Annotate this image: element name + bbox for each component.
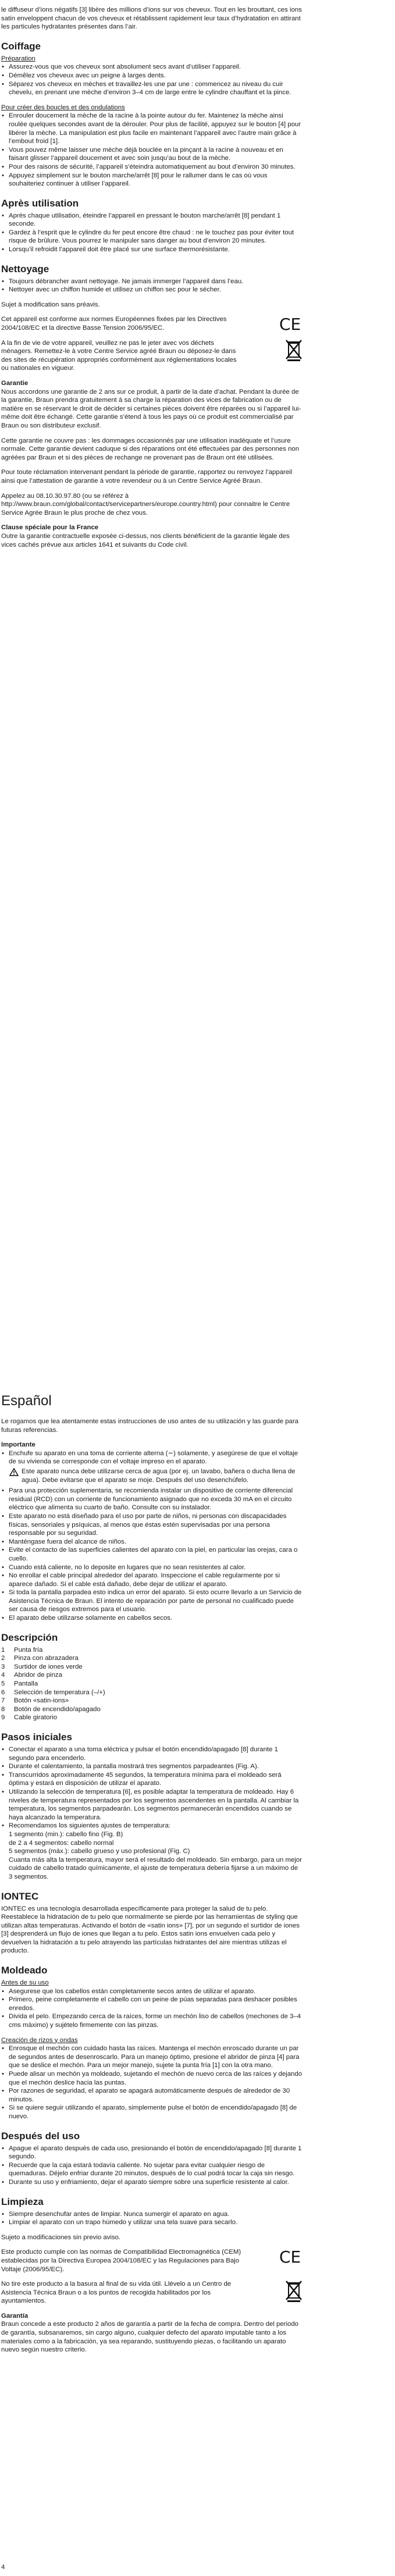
list-item: 7 Botón «satin-ions»: [1, 1697, 69, 1705]
list-item: 2 Pinza con abrazadera: [1, 1655, 79, 1662]
ce-block: [1, 2248, 303, 2274]
nettoyage-list: [1, 277, 303, 294]
list-item: • Primero, peine completamente el cabello con un peine de púas separadas para deshacer posibles enredos.: [1, 1996, 303, 2012]
weee-block: [1, 339, 303, 373]
list-item: • Conectar el aparato a una toma eléctrica y pulsar el botón encendido/apagado [8] durante 1 segundo para encenderlo.: [1, 1745, 303, 1762]
list-item: • Cuando está caliente, no lo deposite en lugares que no sean resistentes al calor.: [1, 1563, 303, 1572]
pasos-list: [1, 1745, 303, 1830]
heading-garantie: Garantie: [1, 380, 29, 387]
heading-pasos-iniciales: Pasos iniciales: [1, 1731, 72, 1743]
temp-note: Cuanta más alta la temperatura, mayor será el resultado del moldeado. Sin embargo, para un mejor cuidado de cabello tratado químicamente, el ajuste de temperatura debería fijarse a un máximo de 3 segmentos.: [9, 1856, 302, 1880]
list-item: • Gardez à l’esprit que le cylindre du fer peut encore être chaud : ne le touchez pas pour éviter tout risque de brûlure. Vous pourrez le manipuler sans danger au bout d’environ 20 minutes.: [1, 229, 303, 245]
clause-text: Outre la garantie contractuelle exposée ci-dessus, nos clients bénéficient de la garantie légale des vices cachés prévue aux articles 1641 et suivants du Code civil.: [1, 532, 290, 548]
list-item: • Puede alisar un mechón ya moldeado, sujetando el mechón de nuevo cerca de las raíces y dejando que el mechón deslice hacia las puntas.: [1, 2070, 303, 2087]
list-item: • Démêlez vos cheveux avec un peigne à larges dents.: [1, 72, 303, 80]
list-item: • Utilizando la selección de temperatura [6], es posible adaptar la temperatura de moldeado. Hay 6 niveles de temperatura representados por los segmentos ascendentes en la pantalla. Al cambiar la temperatura, los segmentos parpadearán. Los segmentos permanecerán encendidos cuando se haya alcanzado la temperatura.: [1, 1788, 303, 1822]
spanish-section: [0, 1393, 303, 2361]
list-item: • Transcurridos aproximadamente 45 segundos, la temperatura mínima para el moldeado será óptima y estará en disposición de utilizar el aparato.: [1, 1771, 303, 1788]
importante-list-2: [1, 1487, 303, 1623]
list-item: • Recuerde que la caja estará todavía caliente. No sujetar para evitar cualquier riesgo de quemaduras. Déjelo enfriar durante 20 minutos, después de lo cual podrá tocar la caja sin riesgo.: [1, 2161, 303, 2178]
garantie-paragraph: Pour toute réclamation intervenant pendant la période de garantie, rapportez ou renvoyez l’appareil ainsi que l’attestation de garantie à votre revendeur ou à un Centre Service Agréé Braun.: [1, 469, 293, 484]
list-item: • Après chaque utilisation, éteindre l’appareil en pressant le bouton marche/arrêt [8] pendant 1 seconde.: [1, 212, 303, 229]
list-item: • El aparato debe utilizarse solamente en cabellos secos.: [1, 1614, 303, 1623]
list-item: 9 Cable giratorio: [1, 1714, 58, 1722]
heading-importante: Importante: [1, 1441, 35, 1449]
heading-iontec: IONTEC: [1, 1890, 39, 1902]
french-section: [0, 6, 303, 555]
warning-note: [1, 1467, 303, 1484]
heading-garantia: Garantía: [1, 2312, 29, 2320]
list-item: • Si se quiere seguir utilizando el aparato, simplemente pulse el botón de encendido/apagado [8] de nuevo.: [1, 2104, 303, 2121]
list-item: • Toujours débrancher avant nettoyage. Ne jamais immerger l’appareil dans l’eau.: [1, 277, 303, 286]
list-item: • Siempre desenchufar antes de limpiar. Nunca sumergir el aparato en agua.: [1, 2210, 303, 2219]
list-item: • Manténgase fuera del alcance de niños.: [1, 1538, 303, 1547]
temp-row: 5 segmentos (máx.): cabello grueso y uso profesional (Fig. C): [9, 1848, 190, 1855]
heading-limpieza: Limpieza: [1, 2196, 44, 2207]
list-item: 3 Surtidor de iones verde: [1, 1663, 83, 1670]
list-item: • Nettoyer avec un chiffon humide et utilisez un chiffon sec pour le sécher.: [1, 286, 303, 294]
list-item: 8 Botón de encendido/apagado: [1, 1705, 101, 1713]
list-item: • Durante su uso y enfriamiento, dejar el aparato siempre sobre una superficie resistente al calor.: [1, 2178, 303, 2187]
list-item: • Enchufe su aparato en una toma de corriente alterna (∼) solamente, y asegúrese de que el voltaje de su vivienda se corresponde con el voltaje impreso en el aparato.: [1, 1449, 303, 1466]
heading-descripcion: Descripción: [1, 1631, 58, 1643]
temp-row: 1 segmento (min.): cabello fino (Fig. B): [9, 1830, 123, 1838]
limpieza-list: [1, 2210, 303, 2227]
sujet-note: Sujet à modification sans préavis.: [1, 301, 100, 308]
heading-coiffage: Coiffage: [1, 40, 41, 52]
temp-row: de 2 a 4 segmentos: cabello normal: [9, 1839, 114, 1847]
curls-list: [1, 112, 303, 188]
clause-title: Clause spéciale pour la France: [1, 524, 99, 532]
list-item: • Durante el calentamiento, la pantalla mostrará tres segmentos parpadeantes (Fig. A).: [1, 1762, 303, 1771]
ce-mark-icon: [279, 315, 303, 336]
subheading-antes: Antes de su uso: [1, 1979, 49, 1987]
subheading-boucles: Pour créer des boucles et des ondulations: [1, 104, 125, 111]
garantie-paragraph: Appelez au 08.10.30.97.80 (ou se référez à http://www.braun.com/global/contact/servicepartners/europe.country.html) pour connaitre le Centre Service Agrée Braun le plus proche de chez vous.: [1, 492, 290, 516]
list-item: • Divida el pelo. Empezando cerca de la raíces, forme un mechón liso de cabellos (mechones de 3–4 cms máximo) y sujételo firmemente con las pinzas.: [1, 2012, 303, 2029]
apres-list: [1, 212, 303, 254]
ce-text: Este producto cumple con las normas de Compatibilidad Electromagnética (CEM) establecidas por la Directiva Europea 2004/108/EC y las Regulaciones para Bajo Voltaje (2006/95/EC).: [1, 2249, 241, 2273]
list-item: • Appuyez simplement sur le bouton marche/arrêt [8] pour le rallumer dans le cas où vous souhaiteriez continuer à utiliser l’appareil.: [1, 172, 303, 188]
importante-list: [1, 1449, 303, 1466]
list-item: 1 Punta fría: [1, 1646, 43, 1654]
rizos-list: [1, 2044, 303, 2121]
list-item: • Por razones de seguridad, el aparato se apagará automáticamente después de alrededor de 30 minutos.: [1, 2087, 303, 2104]
subheading-rizos: Creación de rizos y ondas: [1, 2036, 78, 2044]
parts-list: [1, 1646, 303, 1722]
list-item: • Asegurese que los cabellos están completamente secos antes de utilizar el aparato.: [1, 1987, 303, 1996]
iontec-text: IONTEC es una tecnología desarrollada específicamente para proteger la salud de tu pelo. Reestablece la hidratación de tu pelo que normalmente se pierde por las herramientas de styling que utilizan altas temperaturas. Activando el botón de «satin ions» [7], por un segundo el surtidor de iones [3] desprenderá un flujo de iones que llegan a tu pelo. Estos satin ions envuelven cada pelo y devuelven la hidratación a tu pelo atrayendo las partículas hidratantes del aire mientras utilizas el producto.: [1, 1905, 300, 1955]
list-item: 4 Abridor de pinza: [1, 1672, 62, 1679]
crossed-bin-icon: [285, 339, 303, 364]
ce-text: Cet appareil est conforme aux normes Européennes fixées par les Directives 2004/108/EC et la directive Basse Tension 2006/95/EC.: [1, 316, 227, 332]
heading-moldeado: Moldeado: [1, 1965, 48, 1976]
svg-text:CE: CE: [279, 2248, 301, 2266]
weee-block: [1, 2280, 303, 2306]
list-item: • Lorsqu’il refroidit l’appareil doit être placé sur une surface thermorésistante.: [1, 245, 303, 254]
language-title: Español: [1, 1393, 52, 1409]
list-item: • Evite el contacto de las superficies calientes del aparato con la piel, en particular las orejas, cara o cuello.: [1, 1546, 303, 1563]
intro-paragraph: Le rogamos que lea atentamente estas instrucciones de uso antes de su utilización y las guarde para futuras referencias.: [1, 1418, 298, 1434]
sujeto-note: Sujeto a modificaciones sin previo aviso.: [1, 2233, 121, 2241]
list-item: • Este aparato no está diseñado para el uso por parte de niños, ni personas con discapacidades físicas, sensoriales y psíquicas, al menos que éstas estén supervisadas por una persona responsable por su seguridad.: [1, 1512, 303, 1538]
list-item: • Enrosque el mechón con cuidado hasta las raíces. Mantenga el mechón enroscado durante un par de segundos antes de desenroscarlo. Para un manejo óptimo, presione el abridor de pinza [4] para que se deslice el mechón. Para un mejor manejo, sujete la punta fría [1] con la otra mano.: [1, 2044, 303, 2070]
list-item: • Limpiar el aparato con un trapo húmedo y utilizar una tela suave para secarlo.: [1, 2218, 303, 2227]
list-item: • Apague el aparato después de cada uso, presionando el botón de encendido/apagado [8] durante 1 segundo.: [1, 2144, 303, 2161]
garantie-paragraph: Cette garantie ne couvre pas : les dommages occasionnés par une utilisation inadéquate et l’usure normale. Cette garantie devient caduque si des réparations ont été effectuées par des personnes non agréées par Braun et si des pièces de rechange ne provenant pas de Braun ont été utilisées.: [1, 437, 300, 461]
ce-mark-icon: [279, 2248, 303, 2268]
ce-block: [1, 315, 303, 332]
heading-nettoyage: Nettoyage: [1, 263, 49, 275]
despues-list: [1, 2144, 303, 2187]
antes-list: [1, 1987, 303, 2030]
list-item: 5 Pantalla: [1, 1680, 38, 1688]
list-item: • Vous pouvez même laisser une mèche déjà bouclée en la pinçant à la racine à nouveau et en faisant glisser l’appareil doucement et avec soin jusqu’au bout de la mèche.: [1, 146, 303, 163]
page-number: 4: [1, 2564, 5, 2571]
crossed-bin-icon: [285, 2280, 303, 2305]
list-item: • Para una protección suplementaria, se recomienda instalar un dispositivo de corriente diferencial residual (RCD) con un corriente de funcionamiento asignado que no exceda 30 mA en el circuito eléctrico que alimenta su cuarto de baño. Consulte con su instalador.: [1, 1487, 303, 1512]
list-item: 6 Selección de temperatura (–/+): [1, 1688, 105, 1696]
list-item: • Recomendamos los siguientes ajustes de temperatura:: [1, 1822, 303, 1830]
list-item: • Pour des raisons de sécurité, l’appareil s’éteindra automatiquement au bout d’environ 30 minutes.: [1, 163, 303, 172]
heading-despues-del-uso: Después del uso: [1, 2130, 80, 2142]
garantia-text: Braun concede a este producto 2 años de garantía a partir de la fecha de compra. Dentro del periodo de garantía, subsanaremos, sin cargo alguno, cualquier defecto del aparato imputable tanto a los materiales como a la fabricación, ya sea reparando, sustituyendo piezas, o facilitando un aparato nuevo según nuestro criterio.: [1, 2321, 299, 2354]
temperature-settings: [1, 1830, 303, 1882]
preparation-list: [1, 63, 303, 97]
list-item: • No enrollar el cable principal alrededor del aparato. Inspeccione el cable regularmente por si aparece dañado. Si el cable está dañado, debe dejar de utilizar el aparato.: [1, 1572, 303, 1588]
weee-text: No tire este producto a la basura al final de su vida útil. Llévelo a un Centro de Asistencia Técnica Braun o a los puntos de recogida habilitados por los ayuntamientos.: [1, 2281, 232, 2305]
list-item: • Enrouler doucement la mèche de la racine à la pointe autour du fer. Maintenez la mèche ainsi roulée quelques secondes avant de la dérouler. Pour plus de facilité, appuyez sur le bouton [4] pour libérer la mèche. La manipulation est plus facile en maintenant l’appareil avec l’autre main grâce à l’embout froid [1].: [1, 112, 303, 145]
list-item: • Assurez-vous que vos cheveux sont absolument secs avant d’utiliser l’appareil.: [1, 63, 303, 72]
list-item: • Séparez vos cheveux en mèches et travaillez-les une par une : commencez au niveau du cuir chevelu, en prenant une mèche d’environ 3–4 cm de large entre le cylindre chauffant et la pince.: [1, 80, 303, 97]
list-item: • Si toda la pantalla parpadea esto indica un error del aparato. Si esto ocurre llevarlo a un Servicio de Asistencia Técnica de Braun. El intento de reparación por parte de personal no cualificado puede ser causa de riesgos extremos para el usuario.: [1, 1588, 303, 1614]
garantie-paragraph: Nous accordons une garantie de 2 ans sur ce produit, à partir de la date d’achat. Pendant la durée de la garantie, Braun prendra gratuitement à sa charge la réparation des vices de fabrication ou de matière en se réservant le droit de décider si certaines pièces doivent être réparées ou si l’appareil lui-même doit être échangé. Cette garantie s’étend à tous les pays où ce produit est commercialisé par Braun ou son distributeur exclusif.: [1, 388, 301, 429]
warning-triangle-icon: [9, 1468, 19, 1479]
intro-paragraph: le diffuseur d’ions négatifs [3] libère des millions d’ions sur vos cheveux. Tout en les brouttant, ces ions satin enveloppent chacun de vos cheveux et rétablissent rapidement leur taux d’hydratation en attirant les particules hydratantes présentes dans l’air.: [1, 6, 302, 31]
svg-text:CE: CE: [279, 315, 301, 333]
weee-text: A la fin de vie de votre appareil, veuillez ne pas le jeter avec vos déchets ménagers. Remettez-le à votre Centre Service agréé Braun ou déposez-le dans des sites de récupération appropriés conformément aux réglementations locales ou nationales en vigueur.: [1, 339, 237, 372]
subheading-preparation: Préparation: [1, 55, 35, 62]
warning-text: Este aparato nunca debe utilizarse cerca de agua (por ej. un lavabo, bañera o ducha llena de agua). Debe evitarse que el aparato se moje. Después del uso desenchúfelo.: [22, 1467, 296, 1484]
heading-apres-utilisation: Après utilisation: [1, 197, 79, 209]
